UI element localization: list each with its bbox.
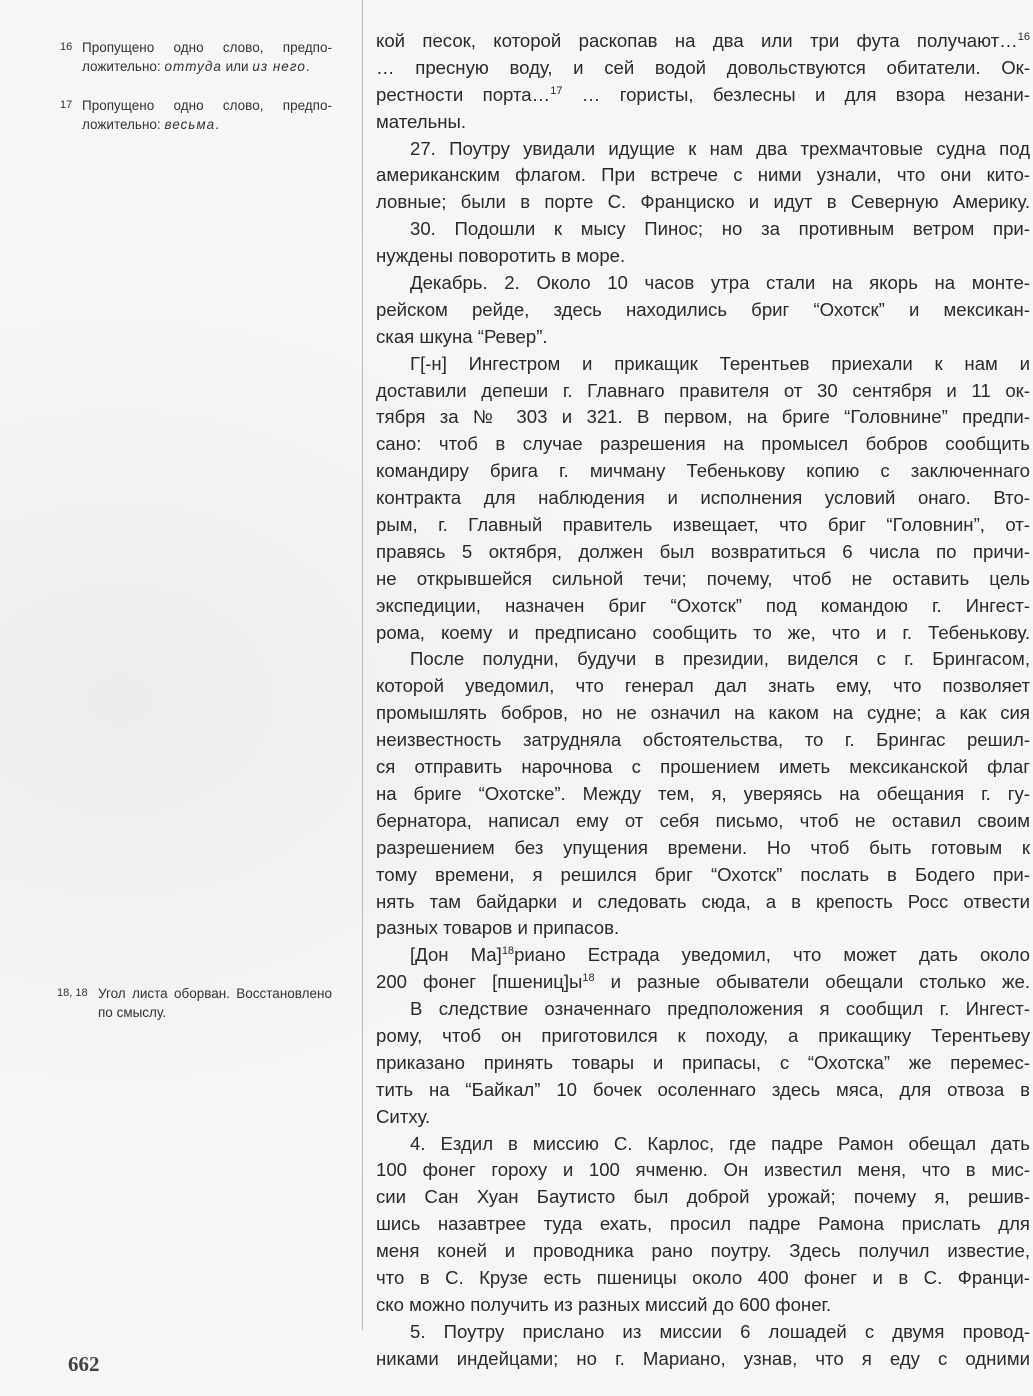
text-segment: на бриге “Охотске”. Между тем, я, уверяясь на обещания г. гу- [376,782,1030,804]
text-line [376,297,1030,324]
footnote-italic: из него [252,59,306,74]
text-segment: промышлять бобров, но не означил на каком на судне; а как сия [376,702,1030,724]
footnote-number: 16 [60,41,73,53]
footnote [60,38,332,76]
text-segment: разных товаров и припасов. [376,917,620,939]
text-line [376,512,1030,539]
text-line [376,1104,1030,1131]
text-segment: меня коней и проводника рано поутру. Здесь получил известие, [376,1240,1030,1262]
text-line [376,673,1030,700]
text-segment: После полудни, будучи в президии, виделся с г. Брингасом, [410,648,1030,670]
column-divider [362,0,363,1330]
text-line [376,431,1030,458]
text-segment: В следствие означеннаго предположения я сообщил г. Ингест- [410,998,1030,1020]
text-line [376,593,1030,620]
text-segment: [Дон Ма] [410,944,502,966]
footnote-segment: . [215,117,219,132]
text-segment: что в С. Крузе есть пшеницы около 400 фонег и в С. Франци- [376,1266,1030,1288]
text-line [376,1319,1030,1346]
text-segment: ся отправить нарочнова с прошением иметь мексиканской флаг [376,756,1030,778]
text-line [376,1050,1030,1077]
footnote-ref: 17 [550,84,563,97]
text-segment: и разные обыватели обещали столько же. [594,971,1030,993]
text-segment: правясь 5 октября, должен был возвратиться 6 числа по причи- [376,540,1030,562]
text-line [376,1023,1030,1050]
text-line [376,1292,1030,1319]
text-segment: рестности порта… [376,83,551,105]
text-line [376,351,1030,378]
text-segment: тября за № 303 и 321. В первом, на бриге “Головнине” предпи- [376,406,1030,428]
footnote-segment: или [221,59,253,74]
text-line [376,378,1030,405]
text-line [376,136,1030,163]
text-segment: которой уведомил, что генерал дал знать ему, что позволяет [376,675,1030,697]
text-line [376,754,1030,781]
text-segment: Ситху. [376,1105,431,1127]
text-line [376,1157,1030,1184]
text-segment: приказано принять товары и припасы, с “Охотска” же перемес- [376,1051,1030,1073]
text-line [376,28,1030,55]
text-segment: кой песок, которой раскопав на два или три фута получают… [376,30,1018,51]
text-line [376,189,1030,216]
footnote-number: 17 [60,99,73,111]
text-segment: риано Естрада уведомил, что может дать около [514,944,1030,966]
text-line [376,1211,1030,1238]
text-segment: ловные; были в порте С. Франциско и идут в Северную Америку. [376,191,1030,213]
text-line [376,835,1030,862]
text-segment: никами индейцами; но г. Мариано, узнав, что я еду с одними [376,1347,1030,1369]
text-segment: тому времени, я решился бриг “Охотск” послать в Бодего при- [376,863,1030,885]
text-segment: 30. Подошли к мысу Пинос; но за противным ветром при- [410,218,1030,240]
text-line [376,862,1030,889]
text-segment: командиру брига г. мичману Тебенькову копию с заключеннаго [376,460,1030,482]
text-line [376,216,1030,243]
text-segment: рейском рейде, здесь находились бриг “Охотск” и мексикан- [376,298,1030,320]
footnote-italic: весьма [164,117,216,132]
text-segment: … гористы, безлесны и для взора незани- [562,83,1030,105]
text-line [376,996,1030,1023]
text-line [376,969,1030,996]
text-line [376,620,1030,647]
footnote [60,96,332,134]
text-line [376,458,1030,485]
text-segment: Декабрь. 2. Около 10 часов утра стали на якорь на монте- [410,272,1030,294]
text-segment: нять там байдарки и следовать сюда, а в крепость Росс отвести [376,890,1030,912]
text-line [376,915,1030,942]
text-line [376,700,1030,727]
text-line [376,1077,1030,1104]
text-segment: доставили депеши г. Главнаго правителя от 30 сентября и 11 ок- [376,379,1030,401]
text-segment: 4. Ездил в миссию С. Карлос, где падре Рамон обещал дать [410,1132,1030,1154]
text-segment: Г[-н] Ингестром и прикащик Терентьев приехали к нам и [410,352,1030,374]
text-segment: мательны. [376,110,467,132]
footnote-ref: 16 [1017,31,1030,43]
text-line [376,539,1030,566]
footnote-segment: Угол листа оборван. Восстановлено по смыслу. [98,986,332,1020]
text-segment: ская шкуна “Ревер”. [376,325,548,347]
text-segment: американским флагом. При встрече с ними узнали, что они кито- [376,164,1030,186]
text-segment: тить на “Байкал” 10 бочек осоленнаго здесь мяса, для отвоза в [376,1078,1030,1100]
footnote-ref: 18 [582,972,595,985]
footnote-segment: Пропущено одно слово, предположительно: [82,98,332,132]
text-segment: 200 фонег [пшениц]ы [376,971,583,993]
footnote-segment: . [305,59,310,74]
text-segment: сано: чтоб в случае разрешения на промысел бобров сообщить [376,433,1030,455]
footnote-text [60,984,332,1022]
text-line [376,727,1030,754]
text-line [376,942,1030,969]
text-segment: сии Сан Хуан Баутисто был доброй урожай; почему я, решив- [376,1186,1030,1208]
footnote-text [60,96,332,134]
text-segment: рому, чтоб он приготовился к походу, а прикащику Терентьеву [376,1024,1030,1046]
footnote-number: 18, 18 [57,987,88,999]
text-line [376,1265,1030,1292]
text-line [376,324,1030,351]
text-segment: контракта для наблюдения и исполнения условий онаго. Вто- [376,487,1030,509]
text-line [376,1184,1030,1211]
text-line [376,808,1030,835]
footnote-text [60,38,332,76]
text-segment: бернатора, написал ему от себя письмо, чтоб не оставил своим [376,809,1030,831]
text-segment: 5. Поутру прислано из миссии 6 лошадей с двумя провод- [410,1320,1030,1342]
text-segment: рым, г. Главный правитель извещает, что бриг “Головнин”, от- [376,514,1030,536]
page-number: 662 [68,1352,100,1376]
text-line [376,646,1030,673]
text-line [376,781,1030,808]
text-segment: 100 фонег гороху и 100 ячменю. Он известил меня, что в мис- [376,1159,1030,1181]
text-segment: ско можно получить из разных миссий до 600 фонег. [376,1293,832,1315]
text-line [376,1131,1030,1158]
text-line [376,889,1030,916]
text-line [376,404,1030,431]
text-line [376,485,1030,512]
text-segment: нуждены поворотить в море. [376,245,626,267]
text-line [376,162,1030,189]
text-segment: разрешением без упущения времени. Но чтоб быть готовым к [376,836,1030,858]
footnote-ref: 18 [501,945,515,958]
text-segment: … пресную воду, и сей водой довольствуются обитатели. Ок- [376,56,1030,78]
footnote [57,984,332,1022]
text-line [376,270,1030,297]
text-line [376,55,1030,82]
text-line [376,82,1030,109]
main-text-column [376,28,1030,1373]
text-segment: экспедиции, назначен бриг “Охотск” под командою г. Ингест- [376,594,1030,616]
footnote-segment: Пропущено одно слово, предположительно: [82,40,332,74]
text-segment: рома, коему и предписано сообщить то же, что и г. Тебенькову. [376,621,1030,643]
text-segment: не открывшейся сильной течи; почему, чтоб не оставить цель [376,567,1030,589]
text-line [376,1238,1030,1265]
text-segment: шись назавтрее туда ехать, просил падре Рамона прислать для [376,1213,1030,1235]
text-line [376,566,1030,593]
text-segment: неизвестность затрудняла обстоятельства, то г. Брингас решил- [376,729,1030,751]
text-line [376,109,1030,136]
footnote-italic: оттуда [164,59,222,74]
text-line [376,243,1030,270]
text-segment: 27. Поутру увидали идущие к нам два трехмачтовые судна под [410,137,1030,159]
text-line [376,1346,1030,1373]
